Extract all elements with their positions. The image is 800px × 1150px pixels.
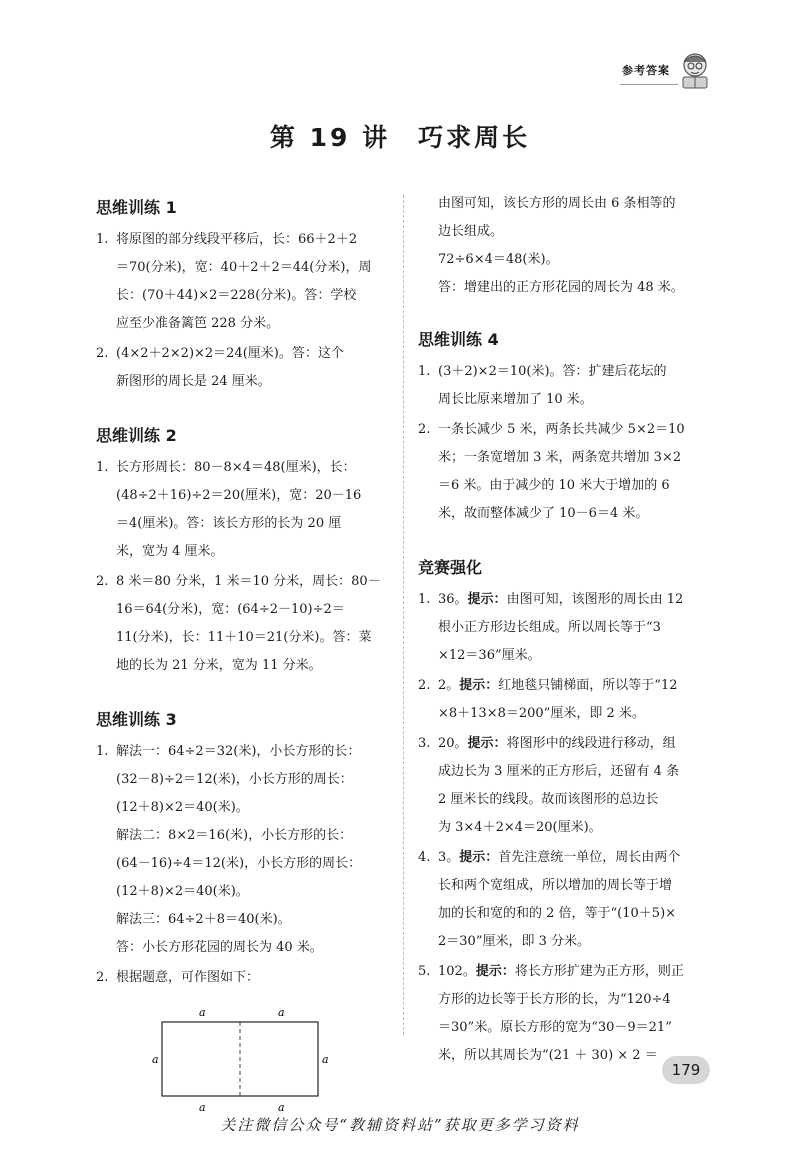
column-divider [403, 195, 404, 1035]
text-line: (64－16)÷4＝12(米)，小长方形的周长： [116, 856, 362, 871]
answer-value: 36。 [438, 592, 468, 607]
text-line: 解法一：64÷2＝32(米)，小长方形的长： [116, 744, 361, 759]
item-number: 2. [418, 422, 431, 437]
left-column [96, 196, 388, 1122]
hint-label: 提示： [475, 964, 515, 979]
text-line: 由图可知，该长方形的周长由 6 条相等的 [438, 196, 676, 211]
section-title-3: 思维训练 3 [96, 710, 177, 729]
text-line: 由图可知，该图形的周长由 12 [506, 592, 684, 607]
item-number: 1. [418, 364, 431, 379]
text-line: ×12＝36”厘米。 [438, 648, 541, 663]
hint-label: 提示： [459, 850, 499, 865]
text-line: 72÷6×4＝48(米)。 [438, 252, 559, 267]
answer-value: 20。 [438, 736, 468, 751]
text-line: 将长方形扩建为正方形，则正 [514, 964, 684, 979]
list-item [96, 964, 388, 992]
list-item [418, 730, 712, 842]
text-line: 将原图的部分线段平移后，长：66＋2＋2 [116, 232, 358, 247]
rectangle-figure [96, 998, 388, 1118]
text-line: ×8＋13×8＝200”厘米，即 2 米。 [438, 706, 645, 721]
text-line: 应至少准备篱笆 228 分米。 [116, 316, 280, 331]
list-item [418, 358, 712, 414]
item-number: 2. [96, 574, 109, 589]
text-line: (4×2＋2×2)×2＝24(厘米)。答：这个 [116, 346, 344, 361]
item-number: 5. [418, 964, 431, 979]
section-title-2: 思维训练 2 [96, 426, 177, 445]
text-line: 边长组成。 [438, 224, 504, 239]
text-line: (12＋8)×2＝40(米)。 [116, 800, 249, 815]
right-column [418, 190, 712, 1072]
text-line: 加的长和宽的和的 2 倍，等于“(10＋5)× [438, 906, 677, 921]
answer-value: 102。 [438, 964, 476, 979]
section-title-4: 思维训练 4 [418, 330, 499, 349]
text-line: 根据题意，可作图如下： [116, 970, 260, 985]
text-line: 2＝30”厘米，即 3 分米。 [438, 934, 590, 949]
list-item [96, 226, 388, 338]
text-line: 地的长为 21 分米，宽为 11 分米。 [116, 658, 322, 673]
text-line: ＝6 米。由于减少的 10 米大于增加的 6 [438, 478, 670, 493]
text-line: 答：增建出的正方形花园的周长为 48 米。 [438, 280, 684, 295]
text-line: 为 3×4＋2×4＝20(厘米)。 [438, 820, 602, 835]
text-line: 新图形的周长是 24 厘米。 [116, 374, 271, 389]
figure-label: a [199, 1101, 206, 1114]
text-line: 红地毯只铺梯面，所以等于“12 [498, 678, 678, 693]
item-number: 1. [96, 744, 109, 759]
answer-value: 3。 [438, 850, 460, 865]
list-item [418, 416, 712, 528]
text-line: (12＋8)×2＝40(米)。 [116, 884, 249, 899]
hint-label: 提示： [467, 592, 507, 607]
list-item [418, 672, 712, 728]
text-line: 成边长为 3 厘米的正方形后，还留有 4 条 [438, 764, 680, 779]
text-line: 2 厘米长的线段。故而该图形的总边长 [438, 792, 659, 807]
list-item [96, 454, 388, 566]
item-number: 1. [96, 232, 109, 247]
item-number: 1. [96, 460, 109, 475]
item-number: 3. [418, 736, 431, 751]
text-line: 11(分米)，长：11＋10＝21(分米)。答：菜 [116, 630, 372, 645]
list-item [418, 958, 712, 1070]
item-number: 2. [418, 678, 431, 693]
list-item [96, 340, 388, 396]
text-line: ＝70(分米)，宽：40＋2＋2＝44(分米)，周 [116, 260, 372, 275]
text-line: 16＝64(分米)，宽：(64÷2－10)÷2＝ [116, 602, 345, 617]
figure-label: a [199, 1006, 206, 1019]
list-item [418, 586, 712, 670]
figure-label: a [152, 1053, 159, 1066]
text-line: 一条长减少 5 米，两条长共减少 5×2＝10 [438, 422, 685, 437]
item-number: 1. [418, 592, 431, 607]
hint-label: 提示： [459, 678, 499, 693]
text-line: 首先注意统一单位，周长由两个 [498, 850, 681, 865]
text-line: 米；一条宽增加 3 米，两条宽共增加 3×2 [438, 450, 682, 465]
header-tag: 参考答案 [622, 64, 670, 77]
text-line: 米，所以其周长为“(21 ＋ 30) × 2 ＝ [438, 1048, 658, 1063]
mascot-icon [676, 50, 714, 90]
text-line: 长和两个宽组成，所以增加的周长等于增 [438, 878, 673, 893]
text-line: 长：(70＋44)×2＝228(分米)。答：学校 [116, 288, 357, 303]
text-line: 根小正方形边长组成。所以周长等于“3 [438, 620, 661, 635]
footer-note: 关注微信公众号“教辅资料站”获取更多学习资料 [220, 1116, 580, 1134]
item-number: 2. [96, 346, 109, 361]
continued-text [418, 190, 712, 302]
answer-value: 2。 [438, 678, 460, 693]
page-number: 179 [662, 1056, 710, 1084]
text-line: (3＋2)×2＝10(米)。答：扩建后花坛的 [438, 364, 667, 379]
figure-label: a [278, 1101, 285, 1114]
text-line: (48÷2＋16)÷2＝20(厘米)，宽：20－16 [116, 488, 362, 503]
text-line: 将图形中的线段进行移动，组 [506, 736, 676, 751]
text-line: 8 米＝80 分米，1 米＝10 分米，周长：80－ [116, 574, 381, 589]
text-line: 米，宽为 4 厘米。 [116, 544, 224, 559]
figure-label: a [322, 1053, 329, 1066]
text-line: 解法三：64÷2＋8＝40(米)。 [116, 912, 291, 927]
section-title-1: 思维训练 1 [96, 198, 177, 217]
text-line: 长方形周长：80－8×4＝48(厘米)，长： [116, 460, 356, 475]
text-line: ＝4(厘米)。答：该长方形的长为 20 厘 [116, 516, 342, 531]
list-item [418, 844, 712, 956]
item-number: 2. [96, 970, 109, 985]
text-line: 周长比原来增加了 10 米。 [438, 392, 593, 407]
item-number: 4. [418, 850, 431, 865]
figure-label: a [278, 1006, 285, 1019]
hint-label: 提示： [467, 736, 507, 751]
header-rule [620, 84, 678, 85]
text-line: 方形的边长等于长方形的长，为“120÷4 [438, 992, 671, 1007]
text-line: 米，故而整体减少了 10－6＝4 米。 [438, 506, 649, 521]
page-title: 第 19 讲 巧求周长 [269, 123, 531, 152]
section-title-5: 竞赛强化 [418, 558, 483, 577]
list-item [96, 738, 388, 962]
text-line: ＝30”米。原长方形的宽为“30－9＝21” [438, 1020, 672, 1035]
list-item [96, 568, 388, 680]
text-line: 答：小长方形花园的周长为 40 米。 [116, 940, 323, 955]
text-line: 解法二：8×2＝16(米)，小长方形的长： [116, 828, 353, 843]
text-line: (32－8)÷2＝12(米)，小长方形的周长： [116, 772, 353, 787]
